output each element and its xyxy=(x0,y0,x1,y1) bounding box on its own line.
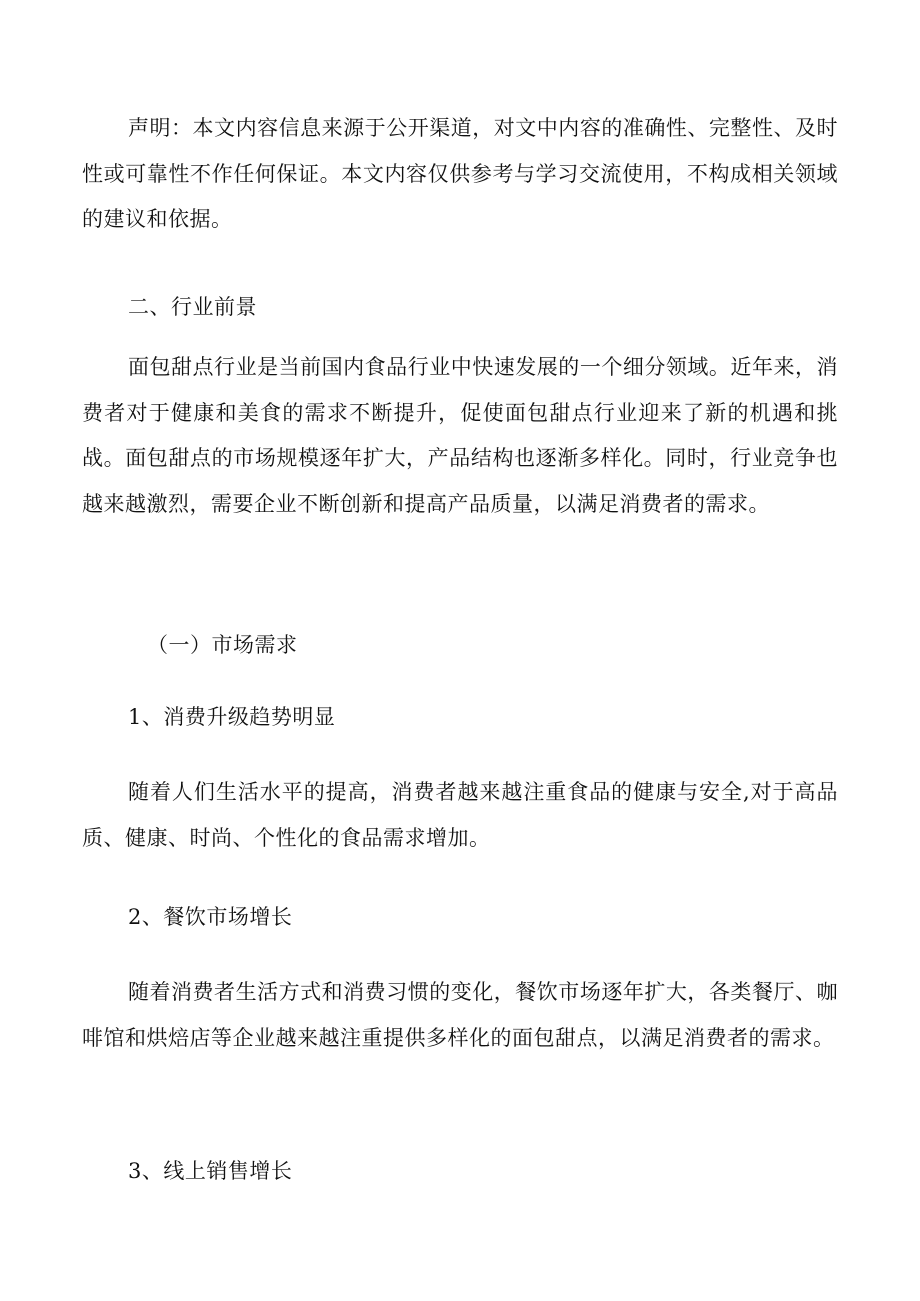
item-2-body: 随着消费者生活方式和消费习惯的变化，餐饮市场逐年扩大，各类餐厅、咖啡馆和烘焙店等企业越来越注重提供多样化的面包甜点，以满足消费者的需求。 xyxy=(82,980,838,1050)
item-1-body: 随着人们生活水平的提高，消费者越来越注重食品的健康与安全,对于高品质、健康、时尚、个性化的食品需求增加。 xyxy=(82,780,838,850)
item-1-heading: 1、消费升级趋势明显 xyxy=(128,705,336,729)
intro-paragraph: 面包甜点行业是当前国内食品行业中快速发展的一个细分领域。近年来，消费者对于健康和美食的需求不断提升，促使面包甜点行业迎来了新的机遇和挑战。面包甜点的市场规模逐年扩大，产品结构也逐渐多样化。同时，行业竞争也越来越激烈，需要企业不断创新和提高产品质量，以满足消费者的需求。 xyxy=(82,355,838,516)
item-2-heading: 2、餐饮市场增长 xyxy=(128,905,293,929)
disclaimer-paragraph: 声明：本文内容信息来源于公开渠道，对文中内容的准确性、完整性、及时性或可靠性不作任何保证。本文内容仅供参考与学习交流使用，不构成相关领域的建议和依据。 xyxy=(82,116,838,231)
section-title: 二、行业前景 xyxy=(128,295,257,319)
item-3-heading: 3、线上销售增长 xyxy=(128,1159,293,1183)
subsection-title: （一）市场需求 xyxy=(147,633,298,657)
